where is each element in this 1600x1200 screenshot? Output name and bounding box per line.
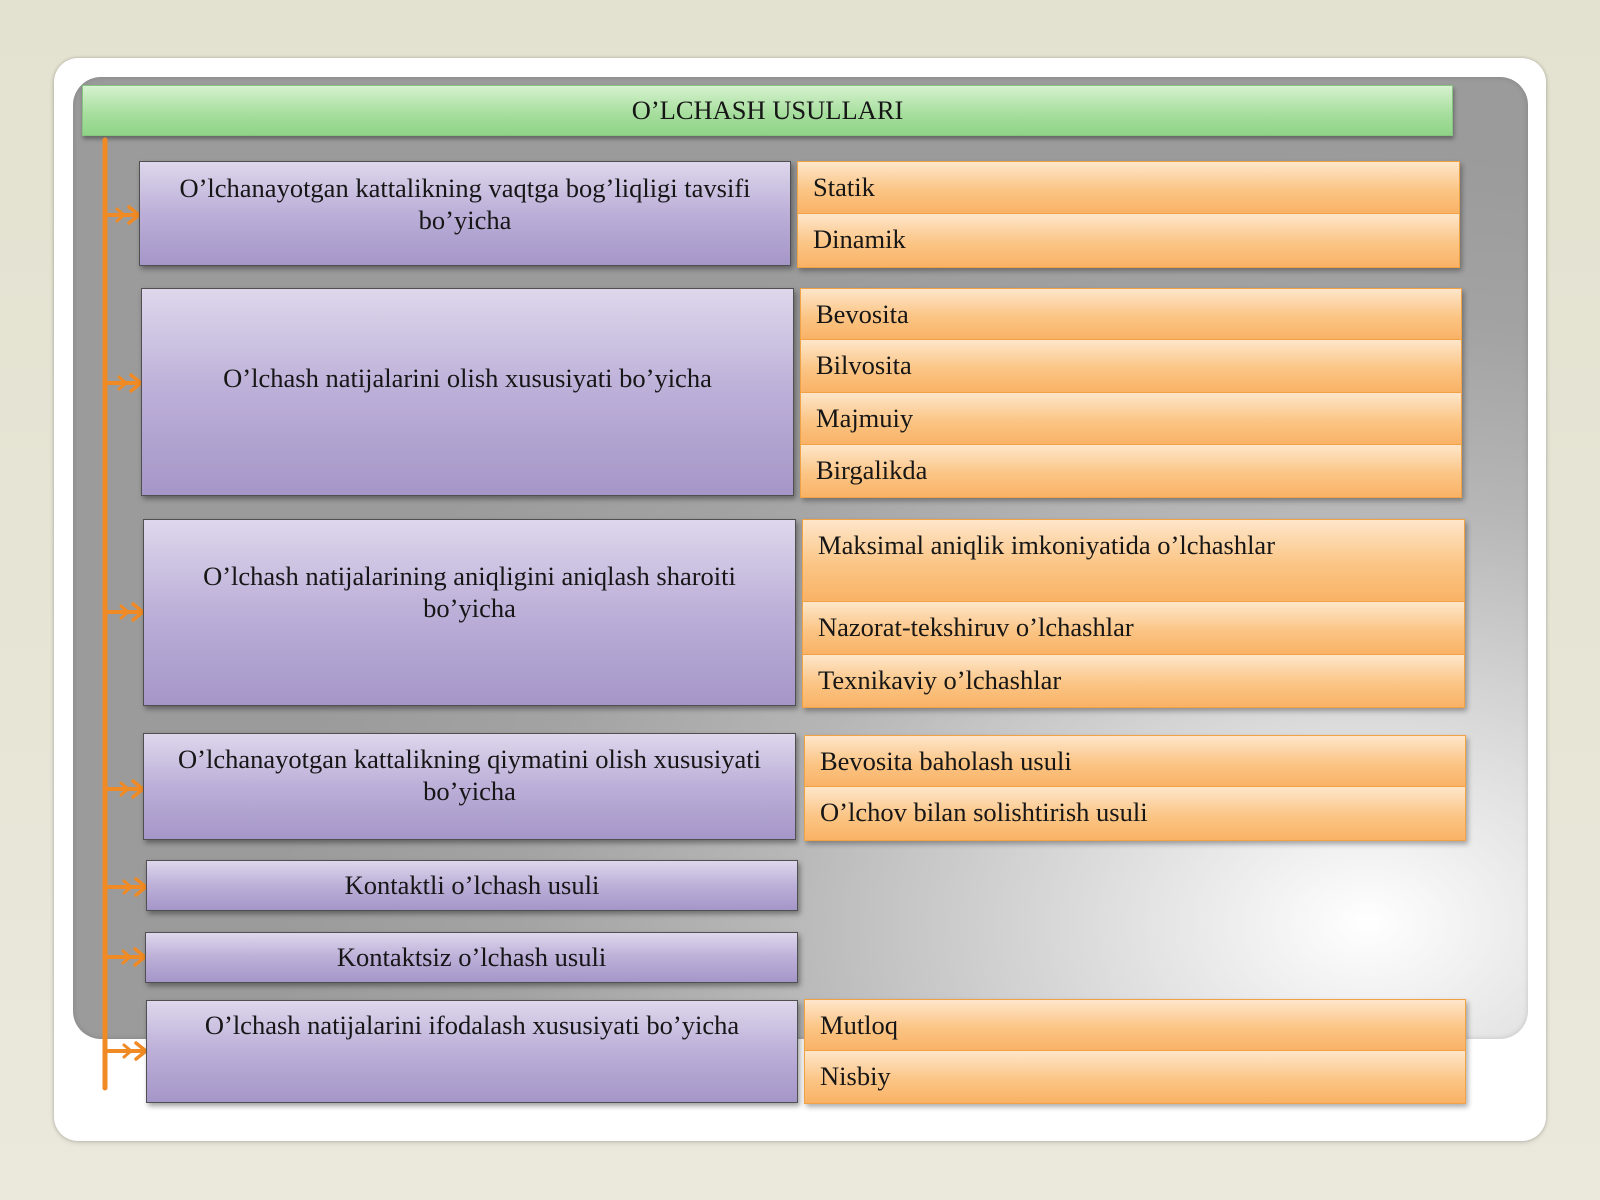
method-list: [800, 288, 1462, 498]
method-list: [804, 999, 1466, 1104]
method-list: [797, 161, 1460, 268]
method-item: Bilvosita: [800, 340, 1462, 393]
category-box: [146, 1000, 798, 1103]
method-item: Nisbiy: [804, 1051, 1466, 1104]
category-box: [146, 860, 798, 911]
category-label: O’lchash natijalarining aniqligini aniqlash sharoiti bo’yicha: [203, 560, 736, 623]
category-box: [143, 733, 796, 840]
category-label: O’lchash natijalarini ifodalash xususiyati bo’yicha: [204, 1010, 740, 1040]
method-item: Bevosita baholash usuli: [804, 735, 1466, 787]
category-label: Kontaktsiz o’lchash usuli: [336, 942, 607, 972]
category-label: O’lchanayotgan kattalikning qiymatini olish xususiyati bo’yicha: [178, 743, 761, 806]
category-box: [143, 519, 796, 706]
method-item: Majmuiy: [800, 393, 1462, 445]
method-list: [804, 735, 1466, 841]
diagram-title: O’LCHASH USULLARI: [82, 85, 1453, 136]
category-box: [145, 932, 798, 983]
method-list: [802, 519, 1465, 708]
method-item: Nazorat-tekshiruv o’lchashlar: [802, 602, 1465, 655]
method-item: Statik: [797, 161, 1460, 214]
method-item: Texnikaviy o’lchashlar: [802, 655, 1465, 708]
method-item: Birgalikda: [800, 445, 1462, 498]
method-item: Bevosita: [800, 288, 1462, 340]
category-label: O’lchanayotgan kattalikning vaqtga bog’liqligi tavsifi bo’yicha: [179, 172, 751, 235]
method-item: Mutloq: [804, 999, 1466, 1051]
category-box: [141, 288, 794, 496]
category-box: [139, 161, 791, 266]
method-item: Maksimal aniqlik imkoniyatida o’lchashlar: [802, 519, 1465, 602]
method-item: Dinamik: [797, 214, 1460, 268]
category-label: O’lchash natijalarini olish xususiyati bo’yicha: [223, 362, 712, 393]
category-label: Kontaktli o’lchash usuli: [344, 870, 600, 900]
method-item: O’lchov bilan solishtirish usuli: [804, 787, 1466, 841]
